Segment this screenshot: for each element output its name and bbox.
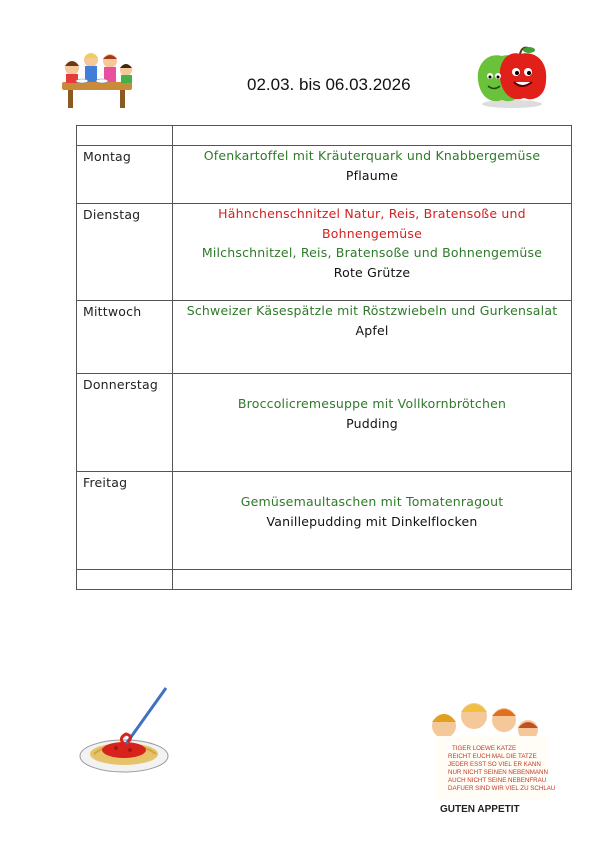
dish-meat: Bohnengemüse (321, 225, 422, 241)
day-row-donnerstag (77, 374, 572, 472)
header-cell-menu (173, 126, 572, 146)
children-eating-icon (58, 48, 136, 110)
footer-row (77, 570, 572, 590)
spaghetti-plate-icon (78, 684, 174, 780)
dish-vegetarian: Ofenkartoffel mit Kräuterquark und Knabbergemüse (203, 148, 541, 163)
dish-dessert: Pflaume (345, 167, 399, 183)
sign-line: AUCH NICHT SEINE NEBENFRAU (448, 777, 547, 784)
day-row-dienstag (77, 204, 572, 301)
dish-dessert: Apfel (355, 322, 389, 338)
day-menu (173, 472, 572, 570)
day-menu (173, 301, 572, 374)
day-label: Freitag (77, 472, 173, 570)
sign-line: REICHT EUCH MAL DIE TATZE (448, 753, 537, 760)
footer-cell-day (77, 570, 173, 590)
dish-dessert: Rote Grütze (333, 264, 411, 280)
header-row (77, 126, 572, 146)
sign-line: NUR NICHT SEINEN NEBENMANN (448, 769, 548, 776)
dish-vegetarian: Broccolicremesuppe mit Vollkornbrötchen (237, 396, 507, 411)
page-title: 02.03. bis 06.03.2026 (247, 75, 411, 94)
header-cell-day (77, 126, 173, 146)
day-row-mittwoch (77, 301, 572, 374)
sign-footer: GUTEN APPETIT (440, 804, 520, 815)
dish-vegetarian: Milchschnitzel, Reis, Bratensoße und Bohnengemüse (201, 245, 543, 260)
day-row-montag (77, 146, 572, 204)
day-label: Montag (77, 146, 173, 204)
dish-dessert: Vanillepudding mit Dinkelflocken (266, 513, 478, 529)
dish-dessert: Pudding (346, 415, 398, 431)
menu-table (76, 125, 572, 590)
dish-meat: Hähnchenschnitzel Natur, Reis, Bratensoße und (218, 206, 526, 221)
children-sign-icon (426, 700, 556, 820)
day-row-freitag (77, 472, 572, 570)
day-label: Donnerstag (77, 374, 173, 472)
dish-vegetarian: Schweizer Käsespätzle mit Röstzwiebeln und Gurkensalat (186, 303, 558, 318)
sign-line: JEDER ESST SO VIEL ER KANN (448, 761, 541, 768)
day-menu (173, 204, 572, 301)
dish-vegetarian: Gemüsemaultaschen mit Tomatenragout (240, 494, 504, 509)
day-menu (173, 146, 572, 204)
sign-line: DAFUER SIND WIR VIEL ZU SCHLAU (448, 785, 556, 792)
day-menu (173, 374, 572, 472)
apple-characters-icon (472, 46, 550, 110)
sign-line: TIGER LOEWE KATZE (452, 745, 517, 752)
day-label: Dienstag (77, 204, 173, 301)
day-label: Mittwoch (77, 301, 173, 374)
footer-cell-menu (173, 570, 572, 590)
